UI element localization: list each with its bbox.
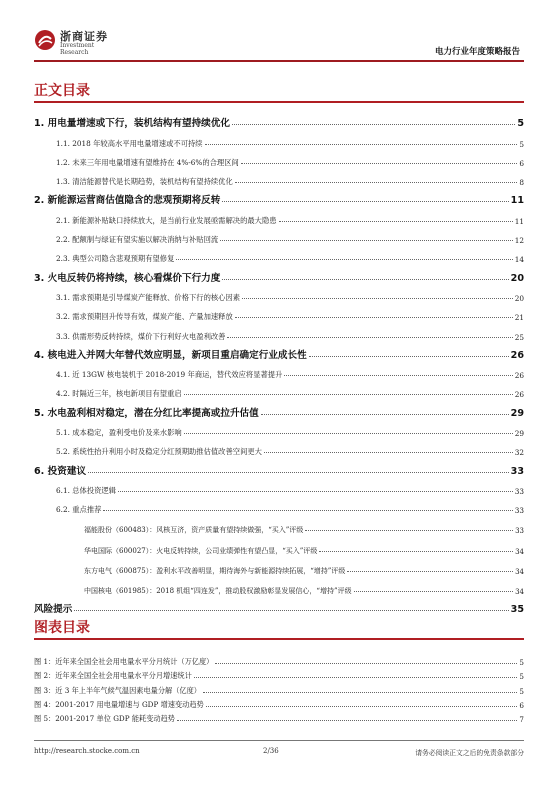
toc-entry[interactable] — [34, 187, 524, 206]
entry-page-number: 33 — [510, 465, 524, 477]
zheshang-logo-icon — [34, 29, 56, 51]
toc-entry[interactable] — [34, 168, 524, 187]
leader-dots — [305, 530, 513, 531]
leader-dots — [354, 591, 514, 592]
toc-entry[interactable] — [34, 226, 524, 245]
entry-page-number: 20 — [510, 272, 524, 284]
entry-page-number: 11 — [510, 195, 524, 207]
leader-dots — [222, 279, 508, 280]
toc-title: 正文目录 — [34, 83, 90, 99]
entry-label: 1.2. 未来三年用电量增速有望维持在 4%-6%的合理区间 — [56, 157, 239, 167]
toc-entry[interactable] — [34, 264, 524, 283]
toc-entry[interactable] — [34, 419, 524, 438]
leader-dots — [215, 663, 517, 664]
entry-page-number: 5 — [519, 658, 524, 668]
toc-entry[interactable] — [34, 457, 524, 476]
leader-dots — [176, 259, 512, 260]
entry-label: 华电国际（600027）：火电反转持续，公司业绩弹性有望凸显，“买入”评级 — [84, 546, 318, 555]
entry-page-number: 25 — [514, 332, 524, 342]
toc-entry[interactable] — [34, 681, 524, 695]
toc-entry[interactable] — [34, 535, 524, 555]
entry-page-number: 20 — [514, 293, 524, 303]
leader-dots — [74, 610, 508, 611]
toc-entry[interactable] — [34, 576, 524, 596]
entry-label: 1.3. 清洁能源替代是长期趋势，装机结构有望持续优化 — [56, 177, 233, 187]
figure-list — [34, 653, 524, 724]
entry-label: 4.2. 时隔近三年，核电新项目有望重启 — [56, 389, 182, 399]
toc-entry[interactable] — [34, 667, 524, 681]
company-logo — [34, 27, 124, 56]
leader-dots — [227, 337, 512, 338]
toc-entry[interactable] — [34, 245, 524, 264]
entry-label: 6.1. 总体投资逻辑 — [56, 485, 117, 495]
entry-label: 4.1. 近 13GW 核电装机于 2018-2019 年商运，替代效应将显著提升 — [56, 370, 283, 380]
entry-label: 2.2. 配额制与绿证有望实施以解决消纳与补贴回流 — [56, 235, 219, 245]
toc-entry[interactable] — [34, 496, 524, 515]
report-type: 电力行业年度策略报告 — [434, 47, 520, 57]
entry-label: 1.1. 2018 年较高水平用电量增速或不可持续 — [56, 138, 203, 148]
entry-page-number: 32 — [514, 448, 524, 458]
leader-dots — [194, 677, 518, 678]
leader-dots — [177, 720, 517, 721]
toc-entry[interactable] — [34, 380, 524, 399]
entry-page-number: 34 — [515, 587, 524, 596]
footer-url[interactable]: http://research.stocke.com.cn — [34, 747, 140, 755]
leader-dots — [103, 510, 512, 511]
entry-page-number: 11 — [514, 216, 524, 226]
entry-label: 5.1. 成本稳定，盈利受电价及来水影响 — [56, 428, 182, 438]
toc-entry[interactable] — [34, 710, 524, 724]
entry-page-number: 21 — [514, 313, 524, 323]
leader-dots — [88, 472, 509, 473]
footer-disclaimer: 请务必阅读正文之后的免责条款部分 — [415, 749, 524, 757]
header-divider — [34, 60, 524, 62]
entry-label: 风险提示 — [34, 604, 73, 616]
toc-entry[interactable] — [34, 129, 524, 148]
toc-entry[interactable] — [34, 596, 524, 615]
entry-page-number: 6 — [519, 158, 524, 168]
entry-label: 福能股份（600483）：风核互济，资产质量有望持续做强，“买入”评级 — [84, 526, 304, 535]
entry-page-number: 14 — [514, 255, 524, 265]
entry-page-number: 35 — [510, 604, 524, 616]
entry-label: 3. 火电反转仍将持续，核心看煤价下行力度 — [34, 272, 221, 284]
toc-entry[interactable] — [34, 361, 524, 380]
leader-dots — [279, 221, 513, 222]
toc-entry[interactable] — [34, 322, 524, 341]
entry-page-number: 33 — [515, 527, 524, 536]
footer-page-number: 2/36 — [263, 747, 279, 755]
entry-page-number: 29 — [510, 407, 524, 419]
entry-page-number: 5 — [519, 672, 524, 682]
entry-label: 3.1. 需求预期是引导煤炭产能释放、价格下行的核心因素 — [56, 292, 241, 302]
leader-dots — [261, 414, 509, 415]
entry-page-number: 5 — [517, 118, 524, 130]
entry-page-number: 26 — [514, 371, 524, 381]
entry-label: 3.2. 需求预期回升传导有效，煤炭产能、产量加速释放 — [56, 312, 233, 322]
figures-title: 图表目录 — [34, 620, 90, 636]
entry-label: 5.2. 系统性抬升利用小时及稳定分红预期助推估值改善空间更大 — [56, 447, 262, 457]
entry-page-number: 6 — [519, 700, 524, 710]
toc-entry[interactable] — [34, 477, 524, 496]
logo-text-en: Investment Research — [60, 42, 95, 56]
toc-entry[interactable] — [34, 399, 524, 418]
leader-dots — [347, 571, 513, 572]
leader-dots — [184, 433, 513, 434]
leader-dots — [284, 375, 512, 376]
toc-title-divider — [34, 101, 524, 103]
entry-label: 中国核电（601985）：2018 机组“四连发”，推动股权激励彰显发展信心，“增持”评级 — [84, 586, 352, 595]
entry-label: 6.2. 重点推荐 — [56, 505, 102, 515]
entry-page-number: 34 — [515, 567, 524, 576]
entry-page-number: 5 — [519, 139, 524, 149]
table-of-contents — [34, 110, 524, 615]
entry-page-number: 34 — [515, 547, 524, 556]
leader-dots — [222, 201, 508, 202]
leader-dots — [319, 551, 513, 552]
entry-page-number: 29 — [514, 429, 524, 439]
entry-label: 图 2：近年来全国全社会用电量水平分月增速统计 — [34, 671, 192, 681]
toc-entry[interactable] — [34, 284, 524, 303]
leader-dots — [118, 491, 513, 492]
entry-label: 图 3：近 3 年上半年气候气温因素电量分解（亿度） — [34, 685, 201, 695]
entry-label: 3.3. 供需形势反转持续，煤价下行利好火电盈利改善 — [56, 331, 226, 341]
leader-dots — [241, 163, 518, 164]
toc-entry[interactable] — [34, 206, 524, 225]
leader-dots — [309, 356, 509, 357]
page-header — [0, 0, 560, 70]
toc-entry[interactable] — [34, 696, 524, 710]
toc-entry[interactable] — [34, 149, 524, 168]
entry-page-number: 33 — [514, 506, 524, 516]
entry-page-number: 5 — [519, 686, 524, 696]
entry-label: 2. 新能源运营商估值隐含的悲观预期将反转 — [34, 195, 221, 207]
toc-entry[interactable] — [34, 438, 524, 457]
leader-dots — [220, 240, 513, 241]
entry-label: 5. 水电盈利相对稳定，潜在分红比率提高或拉升估值 — [34, 407, 259, 419]
entry-label: 1. 用电量增速或下行，装机结构有望持续优化 — [34, 118, 230, 130]
leader-dots — [235, 317, 513, 318]
figures-title-divider — [34, 638, 524, 640]
entry-page-number: 33 — [514, 486, 524, 496]
entry-label: 东方电气（600875）：盈利水平改善明显，期待海外与新能源持续拓展，“增持”评级 — [84, 566, 346, 575]
leader-dots — [235, 182, 518, 183]
toc-entry[interactable] — [34, 653, 524, 667]
leader-dots — [206, 706, 518, 707]
entry-page-number: 8 — [519, 178, 524, 188]
entry-label: 2.1. 新能源补贴缺口持续放大，是当前行业发展亟需解决的最大隐患 — [56, 215, 277, 225]
toc-entry[interactable] — [34, 342, 524, 361]
toc-entry[interactable] — [34, 110, 524, 129]
leader-dots — [203, 692, 517, 693]
logo-text-cn: 浙商证券 — [60, 30, 108, 43]
entry-page-number: 26 — [510, 349, 524, 361]
toc-entry[interactable] — [34, 303, 524, 322]
entry-label: 图 1：近年来全国全社会用电量水平分月统计（万亿度） — [34, 657, 214, 667]
toc-entry[interactable] — [34, 556, 524, 576]
entry-label: 图 5：2001-2017 单位 GDP 能耗变动趋势 — [34, 713, 175, 723]
entry-label: 图 4：2001-2017 用电量增速与 GDP 增速变动趋势 — [34, 699, 204, 709]
entry-label: 6. 投资建议 — [34, 465, 87, 477]
leader-dots — [242, 298, 513, 299]
leader-dots — [264, 452, 513, 453]
entry-page-number: 26 — [514, 390, 524, 400]
leader-dots — [205, 144, 518, 145]
leader-dots — [232, 124, 515, 125]
toc-entry[interactable] — [34, 515, 524, 535]
entry-label: 4. 核电进入并网大年替代效应明显，新项目重启确定行业成长性 — [34, 349, 307, 361]
entry-page-number: 12 — [514, 236, 524, 246]
entry-page-number: 7 — [519, 714, 524, 724]
entry-label: 2.3. 典型公司隐含悲观预期有望修复 — [56, 254, 175, 264]
footer-divider — [34, 740, 524, 741]
leader-dots — [184, 394, 513, 395]
